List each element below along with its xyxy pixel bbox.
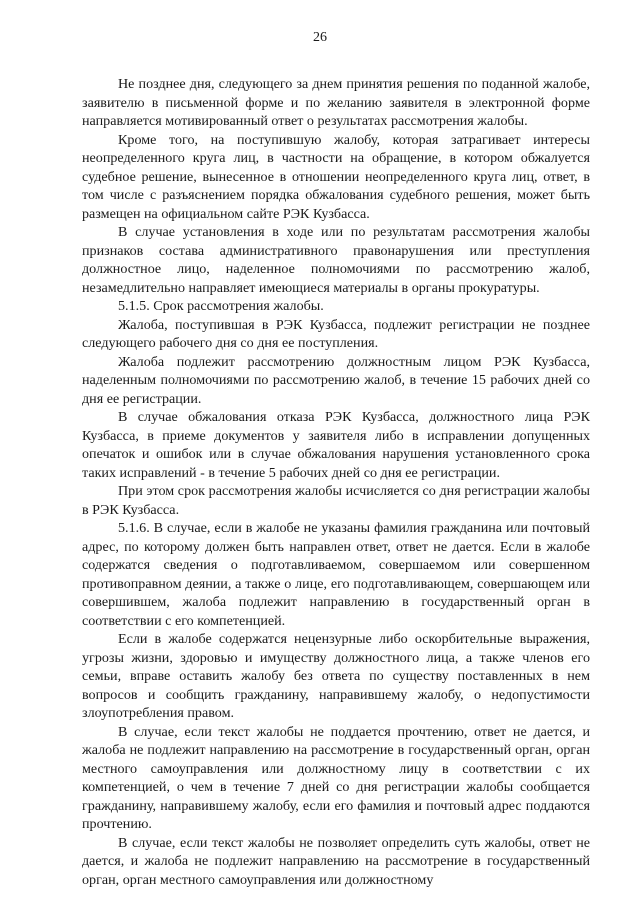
paragraph-8: При этом срок рассмотрения жалобы исчисляется со дня регистрации жалобы в РЭК Кузбасса. bbox=[82, 483, 590, 518]
paragraph-11: В случае, если текст жалобы не поддается прочтению, ответ не дается, и жалоба не подлежит направлению на рассмотрение в государственный орган, орган местного самоуправления или должностному лицу в соответствии с их компетенцией, о чем в течение 7 дней со дня регистрации жалобы сообщается гражданину, направившему жалобу, если его фамилия и почтовый адрес поддаются прочтению. bbox=[82, 723, 590, 832]
paragraph-1: Не позднее дня, следующего за днем принятия решения по поданной жалобе, заявителю в письменной форме и по желанию заявителя в электронной форме направляется мотивированный ответ о результатах рассмотрения жалобы. bbox=[82, 76, 590, 129]
paragraph-3: В случае установления в ходе или по результатам рассмотрения жалобы признаков состава административного правонарушения или преступления должностное лицо, наделенное полномочиями по рассмотрению жалоб, незамедлительно направляет имеющиеся материалы в органы прокуратуры. bbox=[82, 224, 590, 296]
paragraph-12: В случае, если текст жалобы не позволяет определить суть жалобы, ответ не дается, и жалоба не подлежит направлению на рассмотрение в государственный орган, орган местного самоуправления или должностному bbox=[82, 834, 590, 888]
paragraph-2: Кроме того, на поступившую жалобу, которая затрагивает интересы неопределенного круга лиц, в частности на обращение, в котором обжалуется судебное решение, вынесенное в отношении неопределенного круга лиц, ответ, в том числе с разъяснением порядка обжалования судебного решения, может быть размещен на официальном сайте РЭК Кузбасса. bbox=[82, 131, 590, 222]
paragraph-5: Жалоба, поступившая в РЭК Кузбасса, подлежит регистрации не позднее следующего рабочего дня со дня ее поступления. bbox=[82, 316, 590, 351]
paragraph-10: Если в жалобе содержатся нецензурные либо оскорбительные выражения, угрозы жизни, здоровью и имуществу должностного лица, а также членов его семьи, вправе оставить жалобу без ответа по существу поставленных в нем вопросов и сообщить гражданину, направившему жалобу, о недопустимости злоупотребления правом. bbox=[82, 631, 590, 721]
section-paragraph-5-1-6: 5.1.6. В случае, если в жалобе не указаны фамилия гражданина или почтовый адрес, по которому должен быть направлен ответ, ответ не дается. Если в жалобе содержатся сведения о подготавливаемом, совершаемом или совершенном противоправном деянии, а также о лице, его подготавливающем, совершающем или совершившем, жалоба подлежит направлению в государственный орган в соответствии с его компетенцией. bbox=[82, 520, 590, 629]
paragraph-6: Жалоба подлежит рассмотрению должностным лицом РЭК Кузбасса, наделенным полномочиями по рассмотрению жалоб, в течение 15 рабочих дней со дня ее регистрации. bbox=[82, 353, 590, 407]
page-number: 26 bbox=[313, 30, 327, 45]
document-body bbox=[82, 75, 590, 889]
paragraph-7: В случае обжалования отказа РЭК Кузбасса, должностного лица РЭК Кузбасса, в приеме документов у заявителя либо в исправлении допущенных опечаток и ошибок или в случае обжалования нарушения установленного срока таких исправлений - в течение 5 рабочих дней со дня ее регистрации. bbox=[82, 409, 590, 481]
section-heading-5-1-5: 5.1.5. Срок рассмотрения жалобы. bbox=[118, 298, 324, 314]
